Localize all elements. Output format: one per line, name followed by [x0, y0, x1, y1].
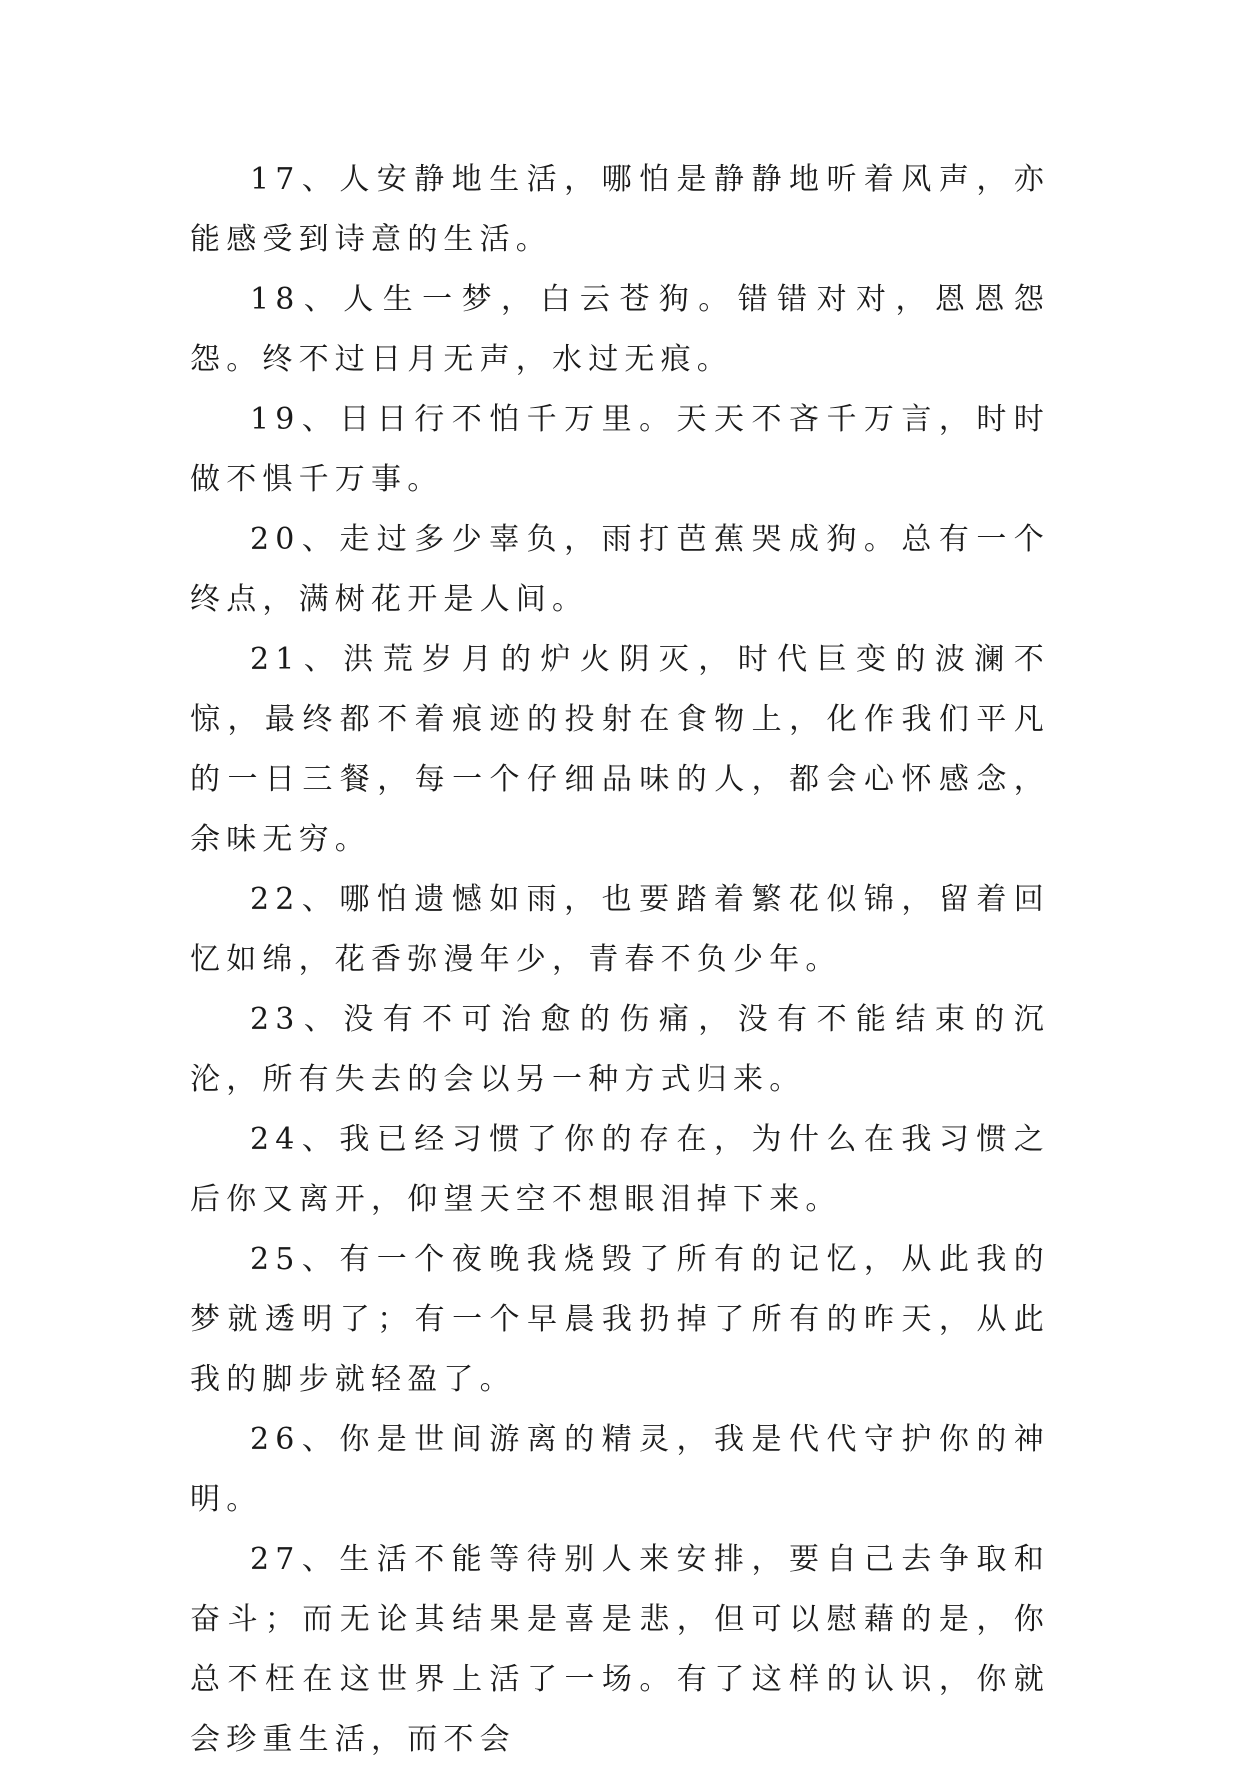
paragraph-18: 18、人生一梦，白云苍狗。错错对对，恩恩怨怨。终不过日月无声，水过无痕。 [190, 282, 1050, 377]
paragraph-23: 23、没有不可治愈的伤痛，没有不能结束的沉沦，所有失去的会以另一种方式归来。 [190, 1002, 1050, 1097]
paragraph-24: 24、我已经习惯了你的存在，为什么在我习惯之后你又离开，仰望天空不想眼泪掉下来。 [190, 1122, 1050, 1217]
paragraph-25: 25、有一个夜晚我烧毁了所有的记忆，从此我的梦就透明了；有一个早晨我扔掉了所有的昨天，从此我的脚步就轻盈了。 [190, 1242, 1050, 1397]
paragraph-17: 17、人安静地生活，哪怕是静静地听着风声，亦能感受到诗意的生活。 [190, 162, 1050, 257]
paragraph-27: 27、生活不能等待别人来安排，要自己去争取和奋斗；而无论其结果是喜是悲，但可以慰藉的是，你总不枉在这世界上活了一场。有了这样的认识，你就会珍重生活，而不会 [190, 1542, 1050, 1757]
paragraph-19: 19、日日行不怕千万里。天天不吝千万言，时时做不惧千万事。 [190, 402, 1050, 497]
document-body [190, 150, 1050, 1770]
paragraph-26: 26、你是世间游离的精灵，我是代代守护你的神明。 [190, 1422, 1050, 1517]
paragraph-20: 20、走过多少辜负，雨打芭蕉哭成狗。总有一个终点，满树花开是人间。 [190, 522, 1050, 617]
paragraph-21: 21、洪荒岁月的炉火阴灭，时代巨变的波澜不惊，最终都不着痕迹的投射在食物上，化作我们平凡的一日三餐，每一个仔细品味的人，都会心怀感念，余味无穷。 [190, 642, 1050, 857]
paragraph-22: 22、哪怕遗憾如雨，也要踏着繁花似锦，留着回忆如绵，花香弥漫年少，青春不负少年。 [190, 882, 1050, 977]
